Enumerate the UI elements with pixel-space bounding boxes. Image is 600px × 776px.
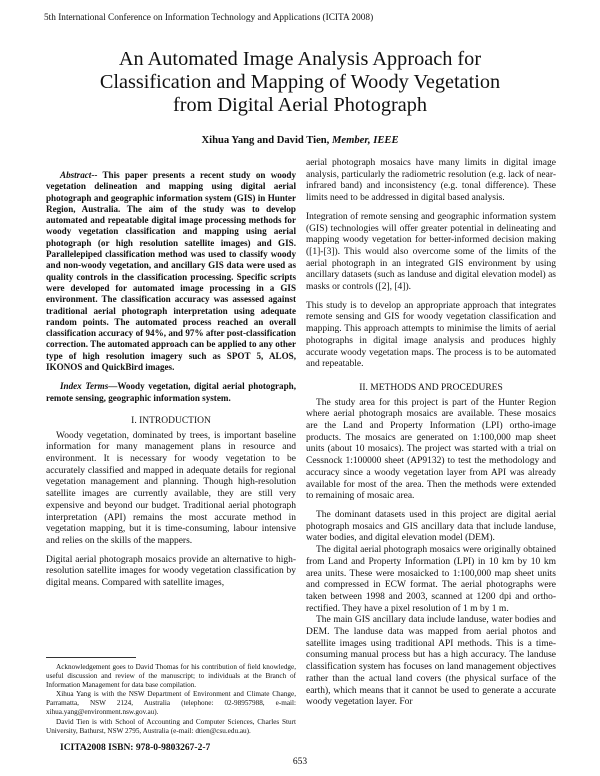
intro-paragraph-4: Integration of remote sensing and geographic information system (GIS) technologies will offer greater potential in delineating and mapping woody vegetation for better-informed decision making ([1]-[3]). This would also overcome some of the limits of the aerial photograph in an integrated GIS environment by using ancillary datasets (such as landuse and digital elevation model) as masks or controls ([2], [4]). [306, 211, 556, 293]
intro-paragraph-5: This study is to develop an appropriate approach that integrates remote sensing and GIS for woody vegetation classification and mapping. This approach attempts to minimise the limits of aerial photographs in digital image analysis and produces highly accurate woody vegetation maps. The process is to be automated and repeatable. [306, 300, 556, 370]
methods-paragraph-2: The dominant datasets used in this project are digital aerial photograph mosaics and GIS ancillary data that include landuse, water bodies, and digital elevation model (DEM). [306, 509, 556, 544]
left-column [46, 170, 296, 590]
abstract-lead: Abstract [60, 170, 92, 180]
abstract [46, 170, 296, 373]
section-heading-methods: II. METHODS AND PROCEDURES [359, 382, 503, 393]
isbn-line: ICITA2008 ISBN: 978-0-9803267-2-7 [60, 743, 211, 753]
index-terms [46, 381, 296, 404]
footnote-divider [46, 657, 136, 658]
intro-paragraph-1: Woody vegetation, dominated by trees, is important baseline information for many management plans in resource and environment. It is necessary for woody vegetation to be accurately classified and mapped in adequate details for regional vegetation management and planning. Though high-resolution satellite images are currently available, they are still very expensive and beyond our budget. Traditional aerial photograph interpretation (API) remains the most accurate method in vegetation mapping, but it is time-consuming, labour intensive and relies on the skills of the mappers. [46, 430, 296, 546]
paper-title [60, 48, 540, 117]
footnotes [46, 663, 296, 736]
footnote-acknowledgement: Acknowledgement goes to David Thomas for his contribution of field knowledge, useful discussion and review of the manuscript; to individuals at the Branch of Information Management for data base compilation. [46, 663, 296, 690]
page-number: 653 [292, 757, 308, 767]
methods-paragraph-3: The digital aerial photograph mosaics were originally obtained from Land and Property Information (LPI) in 10 km by 10 km area units. These were mosaicked to 1:100,000 map sheet units and compressed in ECW format. The aerial photographs were taken between 1998 and 2003, scanned at 1200 dpi and ortho-rectified. They have a pixel resolution of 1 m by 1 m. [306, 545, 556, 614]
abstract-body: -- This paper presents a recent study on woody vegetation delineation and mapping using digital aerial photograph and geographic information system (GIS) in Hunter Region, Australia. The aim of the study was to develop automated and repeatable digital image processing methods for woody vegetation classification and mapping using aerial photograph (or high resolution satellite images) and GIS. Parallelepiped classification method was used to classify woody and non-woody vegetation, and ancillary GIS data were used as quality controls in the classification processing. Specific scripts were developed for automated image processing in a GIS environment. The classification accuracy was assessed against traditional aerial photograph interpretation using adequate random points. The automated process reached an overall classification accuracy of 94%, and 97% after post-classification correction. The automated approach can be applied to any other type of high resolution imagery such as SPOT 5, ALOS, IKONOS and QuickBird images. [46, 170, 296, 373]
title-line-3: from Digital Aerial Photograph [172, 94, 428, 116]
index-terms-lead: Index Terms [60, 381, 109, 392]
methods-paragraph-1: The study area for this project is part of the Hunter Region where aerial photograph mosaics are available. These mosaics are the Land and Property Information (LPI) ortho-image products. The mosaics are generated on 1:100,000 map sheet units (about 10 mosaics). The project was started with a trial on Cessnock 1:100000 sheet (AP9132) to test the methodology and accuracy since a woody vegetation layer from API was already available for most of the area. Then the methods were extended to remaining of mosaic area. [306, 397, 556, 502]
intro-paragraph-2: Digital aerial photograph mosaics provide an alternative to high-resolution satellite images for woody vegetation classification by digital means. Compared with satellite images, [46, 554, 296, 589]
footnote-author-2: David Tien is with School of Accounting and Computer Sciences, Charles Sturt University, Bathurst, NSW 2795, Australia (e-mail: dtien@csu.edu.au). [46, 717, 296, 735]
right-column [306, 158, 556, 709]
intro-paragraph-3: aerial photograph mosaics have many limits in digital image analysis, particularly the radiometric resolution (e.g. lack of near-infrared band) and inconsistency (e.g. tonal difference). These limits need to be addressed in digital based analysis. [306, 158, 556, 204]
author-line [60, 135, 540, 146]
footnote-author-1: Xihua Yang is with the NSW Department of Environment and Climate Change, Parramatta, NSW 2124, Australia (telephone: 02-98957988, e-mail: xihua.yang@environment.nsw.gov.au). [46, 690, 296, 717]
title-line-2: Classification and Mapping of Woody Vegetation [99, 71, 501, 93]
methods-paragraph-4: The main GIS ancillary data include landuse, water bodies and DEM. The landuse data was mapped from aerial photos and satellite images using traditional API methods. This is a time-consuming manual process but has a high accuracy. The landuse classification system has focuses on land management objectives rather than the actual land covers (the physical surface of the earth), which means that it cannot be used to generate a accurate woody vegetation layer. For [306, 615, 556, 708]
index-terms-body: —Woody vegetation, digital aerial photograph, remote sensing, geographic information system. [46, 381, 296, 403]
title-line-1: An Automated Image Analysis Approach for [118, 48, 482, 70]
running-header: 5th International Conference on Information Technology and Applications (ICITA 2008) [44, 13, 374, 23]
section-heading-introduction: I. INTRODUCTION [131, 415, 211, 426]
author-names: Xihua Yang and David Tien, [201, 135, 330, 146]
author-role: Member, IEEE [332, 135, 399, 146]
